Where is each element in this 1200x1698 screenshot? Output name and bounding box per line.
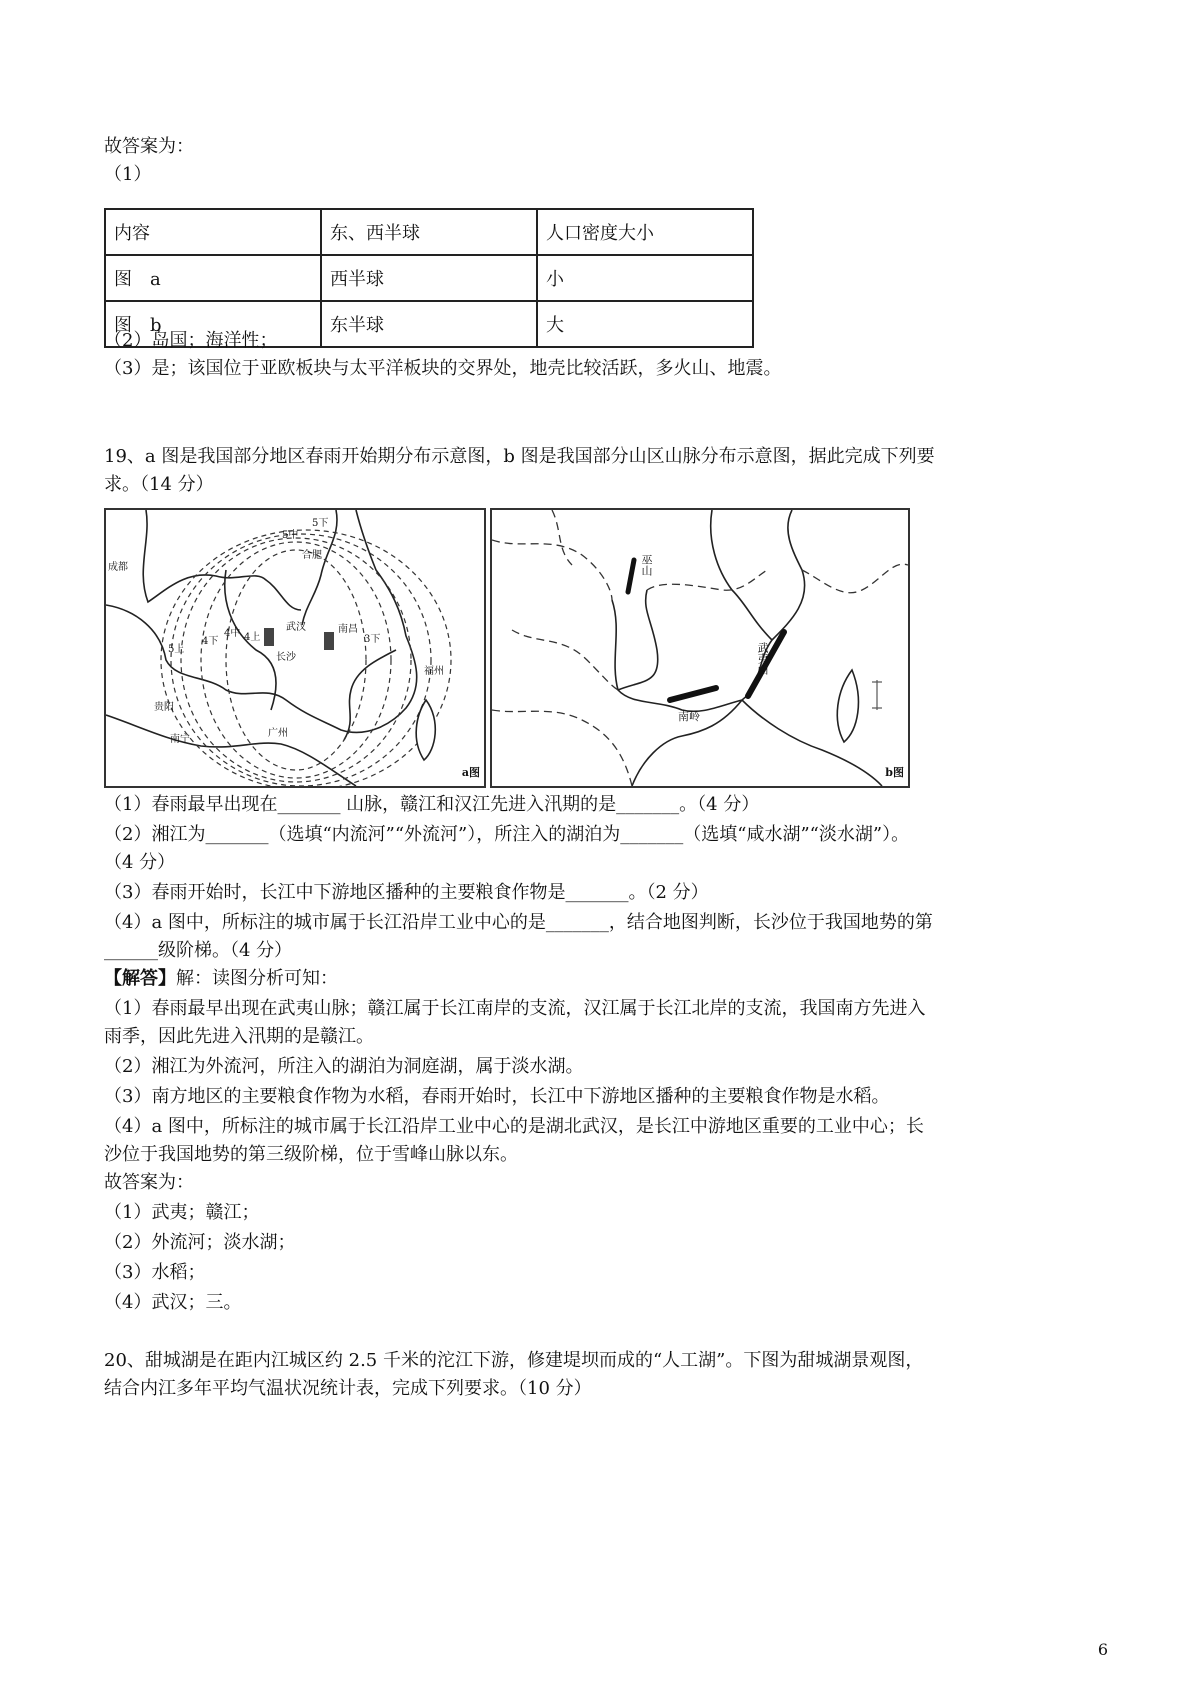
- table-cell: 图 a: [105, 255, 321, 301]
- table-header-row: [105, 209, 753, 255]
- map-caption: a图: [461, 766, 480, 779]
- table-cell: 东、西半球: [321, 209, 537, 255]
- city-label: 贵阳: [154, 702, 174, 713]
- map-a: [104, 508, 486, 788]
- table-cell: 东半球: [321, 301, 537, 347]
- mountain-label-wushan: 巫山: [640, 554, 653, 576]
- city-label: 广州: [268, 728, 288, 739]
- answer-table: [104, 208, 754, 348]
- q19-sub4-line1: （4）a 图中，所标注的城市属于长江沿岸工业中心的是_______，结合地图判断，长沙位于我国地势的第: [104, 912, 933, 933]
- answer-part3: （3）是；该国位于亚欧板块与太平洋板块的交界处，地壳比较活跃，多火山、地震。: [104, 358, 782, 379]
- isoline-label: 5中: [282, 530, 299, 541]
- table-cell: 西半球: [321, 255, 537, 301]
- table-cell: 人口密度大小: [537, 209, 753, 255]
- q19-stem-line1: 19、a 图是我国部分地区春雨开始期分布示意图，b 图是我国部分山区山脉分布示意图，据此完成下列要: [104, 446, 935, 467]
- solution-intro-text: 解：读图分析可知：: [176, 968, 338, 989]
- solution-4-line2: 沙位于我国地势的第三级阶梯，位于雪峰山脉以东。: [104, 1144, 518, 1165]
- city-label: 南昌: [338, 624, 358, 635]
- q19-answer-3: （3）水稻；: [104, 1262, 206, 1283]
- city-label: 福州: [424, 666, 444, 677]
- table-cell: 图 b: [105, 301, 321, 347]
- q19-answer-1: （1）武夷；赣江；: [104, 1202, 260, 1223]
- isoline-label: 3下: [364, 634, 381, 645]
- solution-1-line1: （1）春雨最早出现在武夷山脉；赣江属于长江南岸的支流，汉江属于长江北岸的支流，我国南方先进入: [104, 998, 926, 1019]
- solution-2: （2）湘江为外流河，所注入的湖泊为洞庭湖，属于淡水湖。: [104, 1056, 584, 1077]
- city-label: 合肥: [302, 550, 322, 561]
- city-label: 南宁: [170, 734, 190, 745]
- map-b-drawing: [492, 510, 908, 786]
- answer-part1: （1）: [104, 164, 152, 185]
- mountain-label-nanling: 南岭: [678, 710, 700, 723]
- isoline-label: 4下: [202, 636, 219, 647]
- solution-intro: [104, 968, 338, 990]
- city-label: 成都: [108, 562, 128, 573]
- isoline-label: 5上: [168, 644, 185, 655]
- isoline-label: 4上: [244, 632, 261, 643]
- isoline-label: 5下: [312, 518, 329, 529]
- city-label: 武汉: [286, 622, 306, 633]
- table-row: [105, 255, 753, 301]
- q20-stem-line2: 结合内江多年平均气温状况统计表，完成下列要求。（10 分）: [104, 1378, 592, 1399]
- solution-3: （3）南方地区的主要粮食作物为水稻，春雨开始时，长江中下游地区播种的主要粮食作物是水稻。: [104, 1086, 890, 1107]
- solution-label: 【解答】: [104, 968, 176, 989]
- q19-sub2-line1: （2）湘江为_______（选填“内流河”“外流河”），所注入的湖泊为_______（选填“咸水湖”“淡水湖”）。: [104, 824, 910, 845]
- answer-heading: 故答案为：: [104, 136, 194, 157]
- q19-sub1: （1）春雨最早出现在_______ 山脉，赣江和汉江先进入汛期的是_______。（4 分）: [104, 794, 760, 815]
- isoline-label: 4中: [224, 628, 241, 639]
- map-b: [490, 508, 910, 788]
- q19-sub3: （3）春雨开始时，长江中下游地区播种的主要粮食作物是_______。（2 分）: [104, 882, 709, 903]
- map-caption: b图: [885, 766, 904, 779]
- table-cell: 大: [537, 301, 753, 347]
- city-label: 长沙: [276, 652, 296, 663]
- solution-4-line1: （4）a 图中，所标注的城市属于长江沿岸工业中心的是湖北武汉，是长江中游地区重要的工业中心；长: [104, 1116, 924, 1137]
- q19-sub2-line2: （4 分）: [104, 852, 176, 873]
- solution-1-line2: 雨季，因此先进入汛期的是赣江。: [104, 1026, 374, 1047]
- q19-answer-2: （2）外流河；淡水湖；: [104, 1232, 296, 1253]
- q19-stem-line2: 求。（14 分）: [104, 474, 214, 495]
- answer-part2: （2）岛国；海洋性；: [104, 330, 278, 351]
- q19-answer-4: （4）武汉；三。: [104, 1292, 242, 1313]
- q20-stem-line1: 20、甜城湖是在距内江城区约 2.5 千米的沱江下游，修建堤坝而成的“人工湖”。下图为甜城湖景观图，: [104, 1350, 924, 1371]
- page-number: 6: [1097, 1640, 1108, 1659]
- q19-answer-heading: 故答案为：: [104, 1172, 194, 1193]
- table-cell: 内容: [105, 209, 321, 255]
- table-cell: 小: [537, 255, 753, 301]
- q19-sub4-line2: ______级阶梯。（4 分）: [104, 940, 293, 961]
- mountain-label-wuyi: 武夷山: [756, 642, 769, 675]
